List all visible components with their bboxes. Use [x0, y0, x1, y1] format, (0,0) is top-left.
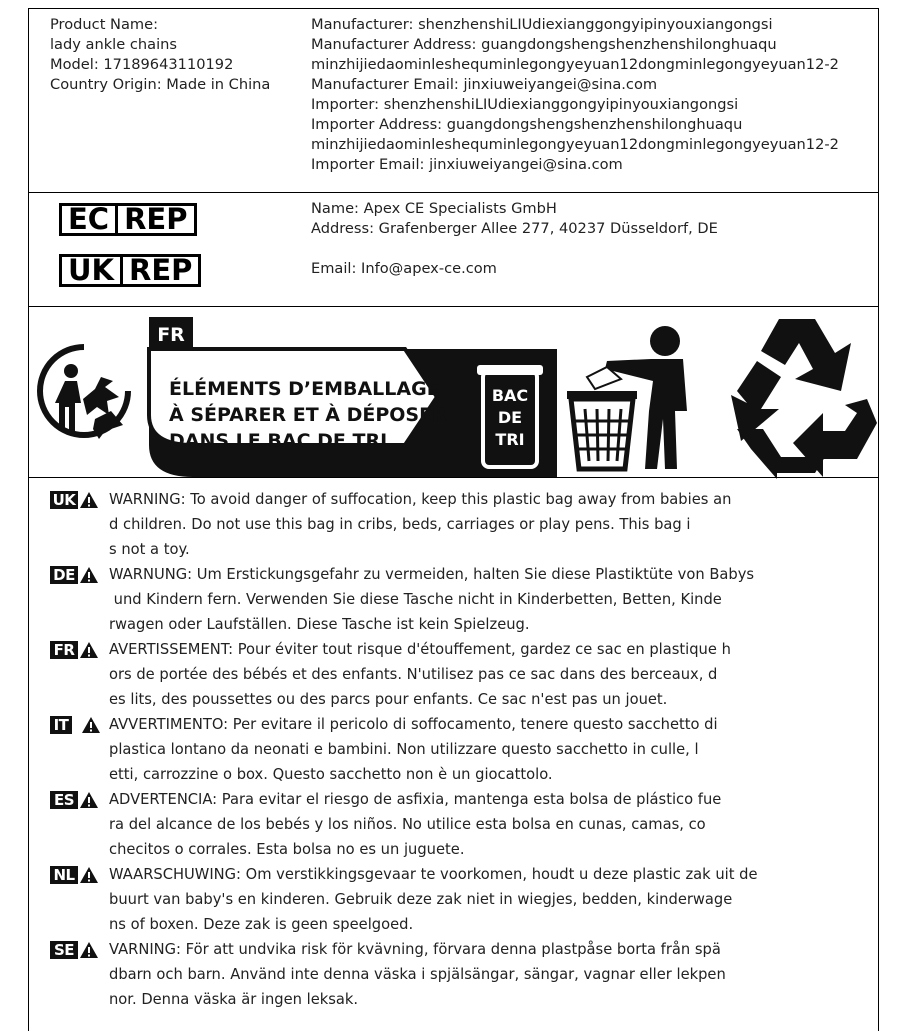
- uk-rep-left: UK: [62, 257, 123, 284]
- warning-text-line: d children. Do not use this bag in cribs, beds, carriages or play pens. This bag i: [109, 516, 691, 533]
- product-name: lady ankle chains: [50, 36, 177, 53]
- manufacturer-line: Manufacturer Email: jinxiuweiyangei@sina.com: [311, 76, 658, 93]
- manufacturer-line: Importer: shenzhenshiLIUdiexianggongyipinyouxiangongsi: [311, 96, 739, 113]
- ec-rep-right: REP: [124, 202, 188, 236]
- uk-rep-right: REP: [129, 253, 193, 287]
- warning-text-line: nor. Denna väska är ingen leksak.: [109, 991, 359, 1008]
- language-flag-es: ES: [50, 791, 78, 809]
- warning-icon: [79, 941, 99, 959]
- divider: [29, 192, 878, 193]
- warning-text-line: s not a toy.: [109, 541, 190, 558]
- manufacturer-line: Manufacturer: shenzhenshiLIUdiexianggongyipinyouxiangongsi: [311, 16, 773, 33]
- label-sheet: [28, 8, 879, 1031]
- warning-text-line: und Kindern fern. Verwenden Sie diese Tasche nicht in Kinderbetten, Betten, Kinde: [109, 591, 722, 608]
- country-origin: Country Origin: Made in China: [50, 76, 271, 93]
- manufacturer-line: Importer Address: guangdongshengshenzhenshilonghuaqu: [311, 116, 743, 133]
- warning-text-line: VARNING: För att undvika risk för kvävning, förvara denna plastpåse borta från spä: [109, 941, 721, 958]
- warning-text-line: ra del alcance de los bebés y los niños. No utilice esta bolsa en cunas, camas, co: [109, 816, 706, 833]
- warning-text-line: rwagen oder Laufställen. Diese Tasche ist kein Spielzeug.: [109, 616, 530, 633]
- triman-line: DANS LE BAC DE TRI: [169, 430, 388, 452]
- uk-rep-mark: [59, 254, 201, 287]
- warning-text-line: AVVERTIMENTO: Per evitare il pericolo di soffocamento, tenere questo sacchetto di: [109, 716, 718, 733]
- manufacturer-line: minzhijiedaominleshequminlegongyeyuan12dongminlegongyeyuan12-2: [311, 56, 839, 73]
- manufacturer-line: minzhijiedaominleshequminlegongyeyuan12dongminlegongyeyuan12-2: [311, 136, 839, 153]
- warning-text-line: ADVERTENCIA: Para evitar el riesgo de asfixia, mantenga esta bolsa de plástico fue: [109, 791, 722, 808]
- triman-info-panel: [147, 315, 557, 477]
- triman-icon: [35, 341, 133, 443]
- warning-text-line: AVERTISSEMENT: Pour éviter tout risque d'étouffement, gardez ce sac en plastique h: [109, 641, 731, 658]
- bin-label: BAC: [491, 386, 529, 405]
- language-flag-se: SE: [50, 941, 78, 959]
- warning-icon: [79, 641, 99, 659]
- warning-text-line: ns of boxen. Deze zak is geen speelgoed.: [109, 916, 414, 933]
- warning-icon: [79, 566, 99, 584]
- triman-line: À SÉPARER ET À DÉPOSER: [169, 404, 447, 426]
- manufacturer-line: Importer Email: jinxiuweiyangei@sina.com: [311, 156, 623, 173]
- bin-label: DE: [497, 408, 523, 427]
- warning-text-line: etti, carrozzine o box. Questo sacchetto non è un giocattolo.: [109, 766, 553, 783]
- warning-text-line: WARNING: To avoid danger of suffocation, keep this plastic bag away from babies an: [109, 491, 732, 508]
- tidyman-icon: [565, 319, 705, 475]
- rep-address: Address: Grafenberger Allee 277, 40237 Düsseldorf, DE: [311, 220, 718, 237]
- warning-icon: [81, 716, 101, 734]
- language-flag-de: DE: [50, 566, 78, 584]
- ec-rep-mark: [59, 203, 197, 236]
- divider: [29, 477, 878, 478]
- recycle-icon: [717, 313, 879, 479]
- language-flag-it: IT: [50, 716, 72, 734]
- warning-text-line: plastica lontano da neonati e bambini. Non utilizzare questo sacchetto in culle, l: [109, 741, 699, 758]
- warning-text-line: checitos o corrales. Esta bolsa no es un juguete.: [109, 841, 465, 858]
- triman-line: ÉLÉMENTS D’EMBALLAGE: [169, 378, 440, 400]
- model-number: Model: 17189643110192: [50, 56, 234, 73]
- rep-email: Email: Info@apex-ce.com: [311, 260, 497, 277]
- warning-icon: [79, 866, 99, 884]
- warning-text-line: WARNUNG: Um Erstickungsgefahr zu vermeiden, halten Sie diese Plastiktüte von Babys: [109, 566, 755, 583]
- bin-label: TRI: [495, 430, 525, 449]
- warning-text-line: es lits, des poussettes ou des parcs pour enfants. Ce sac n'est pas un jouet.: [109, 691, 668, 708]
- language-flag-fr: FR: [50, 641, 78, 659]
- warning-text-line: buurt van baby's en kinderen. Gebruik deze zak niet in wiegjes, bedden, kinderwage: [109, 891, 733, 908]
- warning-icon: [79, 491, 99, 509]
- warning-icon: [79, 791, 99, 809]
- language-flag-uk: UK: [50, 491, 78, 509]
- warning-text-line: WAARSCHUWING: Om verstikkingsgevaar te voorkomen, houdt u deze plastic zak uit de: [109, 866, 758, 883]
- rep-name: Name: Apex CE Specialists GmbH: [311, 200, 557, 217]
- warning-text-line: dbarn och barn. Använd inte denna väska i spjälsängar, sängar, vagnar eller lekpen: [109, 966, 726, 983]
- ec-rep-left: EC: [62, 206, 118, 233]
- manufacturer-line: Manufacturer Address: guangdongshengshenzhenshilonghuaqu: [311, 36, 777, 53]
- triman-country-label: FR: [157, 324, 185, 346]
- warning-text-line: ors de portée des bébés et des enfants. N'utilisez pas ce sac dans des berceaux, d: [109, 666, 718, 683]
- product-name-label: Product Name:: [50, 16, 159, 33]
- divider: [29, 306, 878, 307]
- language-flag-nl: NL: [50, 866, 78, 884]
